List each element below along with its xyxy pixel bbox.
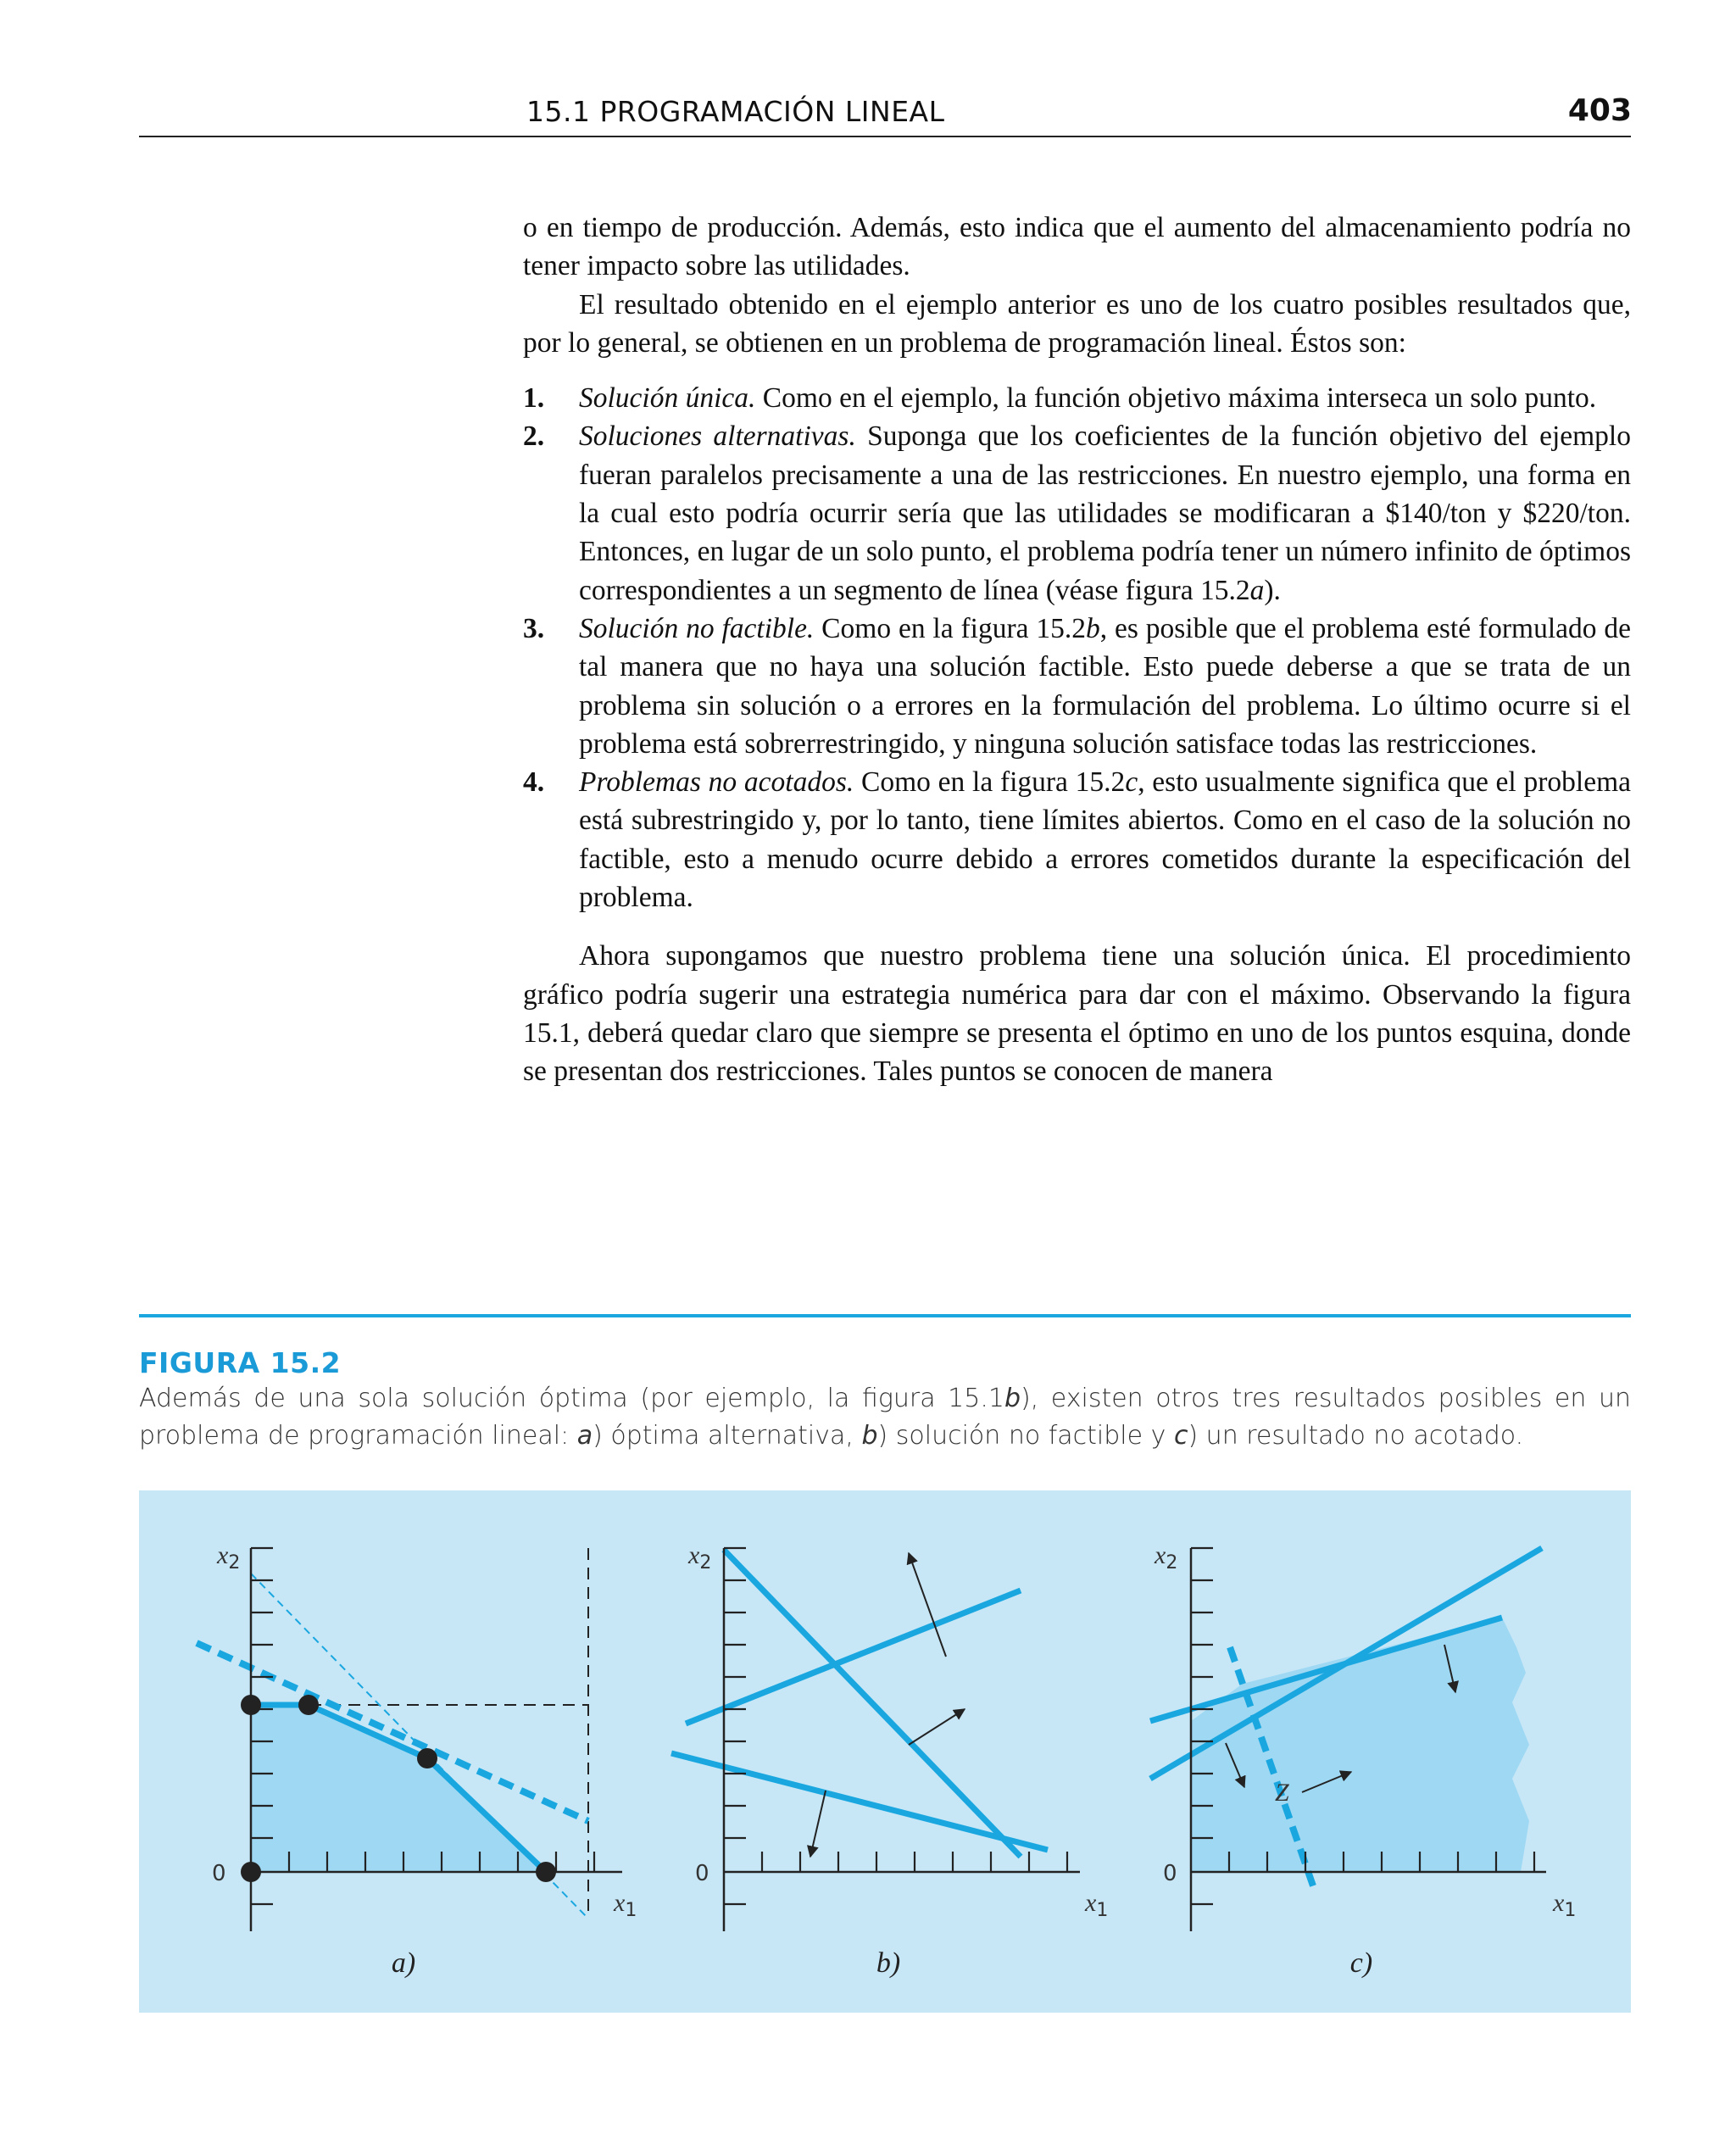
list-item-tail: ).: [1264, 574, 1281, 606]
y-axis-label: $x_2$: [688, 1541, 712, 1574]
list-item: [523, 379, 1631, 417]
header-rule: [139, 136, 1631, 137]
caption-ref: a: [576, 1421, 593, 1451]
subplot-label-c: c): [1349, 1947, 1373, 1979]
corner-point: [417, 1748, 437, 1768]
subplot-label-a: a): [391, 1947, 416, 1979]
corner-point: [536, 1862, 556, 1882]
origin-label: 0: [1163, 1861, 1177, 1886]
list-item-text: Como en la figura 15.2: [854, 766, 1126, 799]
caption-ref: b: [861, 1421, 878, 1451]
body-text: [523, 209, 1631, 1091]
objective-label: Z: [1275, 1779, 1289, 1807]
list-item-text: Como en la figura 15.2: [814, 612, 1086, 644]
list-item-term: Soluciones alternativas.: [579, 421, 856, 453]
caption-text: ) óptima alternativa,: [593, 1421, 862, 1451]
figure-panel: [139, 1490, 1631, 2013]
list-item-number: 1.: [523, 382, 545, 415]
list-item-text: Como en el ejemplo, la función objetivo máxima interseca un solo punto.: [755, 382, 1597, 415]
x-axis-label: $x_1$: [614, 1889, 637, 1921]
subplot-label-b: b): [876, 1947, 901, 1979]
list-item-term: Problemas no acotados.: [579, 766, 854, 799]
x-axis-label: $x_1$: [1085, 1889, 1109, 1921]
x-axis-label: $x_1$: [1553, 1889, 1577, 1921]
paragraph-1: o en tiempo de producción. Además, esto indica que el aumento del almacenamiento podría no tener impacto sobre las utilidades.: [523, 212, 1631, 282]
outcomes-list: [523, 379, 1631, 916]
list-item-number: 3.: [523, 612, 545, 644]
list-item: [523, 763, 1631, 916]
list-item-term: Solución única.: [579, 382, 756, 415]
list-item-number: 4.: [523, 766, 545, 799]
figure-ref: c: [1125, 766, 1138, 799]
page-number: 403: [1567, 93, 1632, 128]
corner-point: [298, 1695, 319, 1715]
caption-text: Además de una sola solución óptima (por ejemplo, la figura 15.1: [139, 1384, 1004, 1413]
corner-point: [241, 1862, 261, 1882]
list-item-text: Suponga que los coeficientes de la función objetivo del ejemplo fueran paralelos precisamente a una de las restricciones. En nuestro ejemplo, una forma en la cual esto podría ocurrir sería que las utilidades se modificaran a $140/ton y $220/ton. Entonces, en lugar de un solo punto, el problema podría tener un número infinito de óptimos correspondientes a un segmento de línea (véase figura 15.2: [579, 421, 1631, 606]
figure-ref: a: [1249, 574, 1265, 606]
list-item: [523, 417, 1631, 609]
caption-ref: c: [1173, 1421, 1188, 1451]
caption-ref: b: [1004, 1384, 1021, 1413]
y-axis-label: $x_2$: [1155, 1541, 1178, 1574]
figure-caption: [139, 1380, 1631, 1455]
caption-text: ) solución no factible y: [877, 1421, 1174, 1451]
origin-label: 0: [212, 1861, 226, 1886]
caption-text: ) un resultado no acotado.: [1188, 1421, 1524, 1451]
y-axis-label: $x_2$: [217, 1541, 241, 1574]
list-item-tail: , esto usualmente significa que el problema está subrestringido y, por lo tanto, tiene límites abiertos. Como en el caso de la solución no factible, esto a menudo ocurre debido a errores cometidos durante la especificación del problema.: [579, 766, 1631, 914]
figure-ref: b: [1085, 612, 1100, 644]
figure-rule: [139, 1314, 1631, 1317]
list-item: [523, 610, 1631, 763]
list-item-tail: , es posible que el problema esté formulado de tal manera que no haya una solución factible. Esto puede deberse a que se trata de un problema sin solución o a errores en la formulación del problema. Lo último ocurre si el problema está sobrerrestringido, y ninguna solución satisface todas las restricciones.: [579, 612, 1632, 760]
paragraph-2: El resultado obtenido en el ejemplo anterior es uno de los cuatro posibles resultados que, por lo general, se obtienen en un problema de programación lineal. Éstos son:: [523, 288, 1631, 359]
origin-label: 0: [695, 1861, 709, 1886]
figure-title: FIGURA 15.2: [139, 1346, 342, 1379]
list-item-term: Solución no factible.: [579, 612, 815, 644]
list-item-number: 2.: [523, 421, 545, 453]
corner-point: [241, 1695, 261, 1715]
paragraph-3: Ahora supongamos que nuestro problema tiene una solución única. El procedimiento gráfico podría sugerir una estrategia numérica para dar con el máximo. Observando la figura 15.1, deberá quedar claro que siempre se presenta el óptimo en uno de los puntos esquina, donde se presentan dos restricciones. Tales puntos se conocen de manera: [523, 940, 1631, 1088]
running-header-section: 15.1 PROGRAMACIÓN LINEAL: [526, 95, 945, 128]
caption-text: ), existen otros tres resultados posibles en un problema de programación lineal:: [139, 1384, 1631, 1451]
